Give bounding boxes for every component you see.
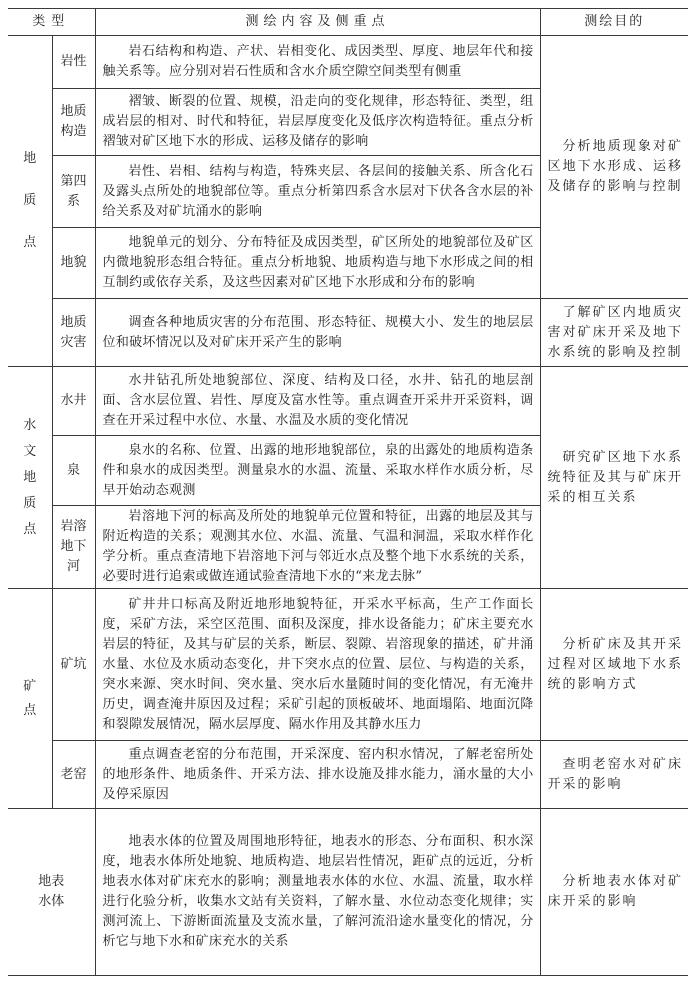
purpose-old-kiln: 查明老窑水对矿床开采的影响 — [540, 741, 688, 809]
content-quaternary: 岩性、岩相、结构与构造，特殊夹层、各层间的接触关系、所含化石及露头点所处的地貌部位等。重点分析第四系含水层对下伏各含水层的补给关系及对矿坑涌水的影响 — [95, 156, 540, 228]
table-row — [8, 36, 688, 89]
content-structure: 褶皱、断裂的位置、规模，沿走向的变化规律，形态特征、类型，组成岩层的相对、时代和特征，岩层厚度变化及低序次构造特征。重点分析褶皱对矿区地下水的形成、运移及储存的影响 — [95, 89, 540, 156]
category-label: 地表水体 — [38, 874, 65, 909]
content-pit: 矿井井口标高及附近地形地貌特征，开采水平标高，生产工作面长度，采矿方法，采空区范围、面积及深度，排水设备能力；矿床主要充水岩层的特征，及其与矿层的关系，断层、裂隙、岩溶现象的描述，矿井涌水量、水位及水质动态变化，井下突水点的位置、层位、与构造的关系，突水来源、突水时间、突水量、突水后水量随时间的变化情况，有无淹井历史，调查淹井原因及过程；采矿引起的顶板破坏、地面塌陷、地面沉降和裂隙发展情况，隔水层厚度、隔水作用及其静水压力 — [95, 589, 540, 741]
content-well: 水井钻孔所处地貌部位、深度、结构及口径，水井、钻孔的地层剖面、含水层位置、岩性、厚度及富水性等。重点调查开采井开采资料，调查在开采过程中水位、水量、水温及水质的变化情况 — [95, 367, 540, 436]
subtype-pit: 矿坑 — [52, 589, 95, 741]
content-spring: 泉水的名称、位置、出露的地形地貌部位，泉的出露处的地质构造条件和泉水的成因类型。测量泉水的水温、流量、采取水样作水质分析，尽早开始动态观测 — [95, 436, 540, 506]
purpose-geology: 分析地质现象对矿区地下水形成、运移及储存的影响与控制 — [540, 36, 688, 299]
subtype-structure: 地质构造 — [52, 89, 95, 156]
category-geology — [8, 36, 52, 367]
content-lithology: 岩石结构和构造、产状、岩相变化、成因类型、厚度、地层年代和接触关系等。应分别对岩石性质和含水介质空隙空间类型有侧重 — [95, 36, 540, 89]
header-row — [8, 9, 688, 36]
category-mine — [8, 589, 52, 809]
content-landform: 地貌单元的划分、分布特征及成因类型，矿区所处的地貌部位及矿区内微地貌形态组合特征。重点分析地貌、地质构造与地下水形成之间的相互制约或依存关系，及这些因素对矿区地下水形成和分布的影响 — [95, 228, 540, 299]
subtype-spring: 泉 — [52, 436, 95, 506]
table-row — [8, 589, 688, 741]
table-row — [8, 367, 688, 436]
category-hydrogeology — [8, 367, 52, 589]
subtype-karst-river: 岩溶地下河 — [52, 506, 95, 589]
table-row — [8, 741, 688, 809]
subtype-hazard: 地质灾害 — [52, 299, 95, 367]
content-karst-river: 岩溶地下河的标高及所处的地貌单元位置和特征，出露的地层及其与附近构造的关系；观测其水位、水温、流量、气温和洞温，采取水样作化学分析。重点查清地下岩溶地下河与邻近水点及整个地下水系统的关系，必要时进行追索或做连通试验查清地下水的“来龙去脉” — [95, 506, 540, 589]
purpose-hazard: 了解矿区内地质灾害对矿床开采及地下水系统的影响及控制 — [540, 299, 688, 367]
category-label: 矿点 — [23, 678, 37, 718]
content-surface-water: 地表水体的位置及周围地形特征，地表水的形态、分布面积、积水深度，地表水体所处地貌、地质构造、地层岩性情况，距矿点的远近，分析地表水体对矿床充水的影响；测量地表水体的水位、水温、流量，取水样进行化验分析，收集水文站有关资料，了解水量、水位动态变化规律；实测河流上、下游断面流量及支流水量，了解河流沿途水量变化的情况，分析它与地下水和矿床充水的关系 — [95, 809, 540, 976]
table-row — [8, 809, 688, 976]
subtype-well: 水井 — [52, 367, 95, 436]
subtype-quaternary: 第四系 — [52, 156, 95, 228]
subtype-landform: 地貌 — [52, 228, 95, 299]
table-row — [8, 299, 688, 367]
subtype-lithology: 岩性 — [52, 36, 95, 89]
header-content: 测绘内容及侧重点 — [95, 9, 540, 36]
content-old-kiln: 重点调查老窑的分布范围，开采深度、窑内积水情况，了解老窑所处的地形条件、地质条件、开采方法、排水设施及排水能力，涌水量的大小及停采原因 — [95, 741, 540, 809]
purpose-pit: 分析矿床及其开采过程对区域地下水系统的影响方式 — [540, 589, 688, 741]
survey-table — [8, 8, 688, 976]
subtype-old-kiln: 老窑 — [52, 741, 95, 809]
content-hazard: 调查各种地质灾害的分布范围、形态特征、规模大小、发生的地层层位和破坏情况以及对矿床开采产生的影响 — [95, 299, 540, 367]
category-label: 地质点 — [23, 151, 37, 250]
header-purpose: 测绘目的 — [540, 9, 688, 36]
purpose-hydrogeology: 研究矿区地下水系统特征及其与矿床开采的相互关系 — [540, 367, 688, 589]
category-label: 水文地质点 — [23, 417, 37, 537]
purpose-surface-water: 分析地表水体对矿床开采的影响 — [540, 809, 688, 976]
header-type: 类型 — [8, 9, 95, 36]
category-surface-water — [8, 809, 95, 976]
